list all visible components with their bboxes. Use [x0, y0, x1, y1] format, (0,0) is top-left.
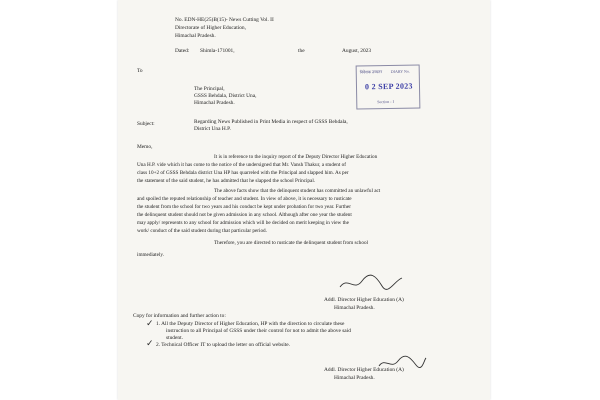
reference-number: No. EDN-HE(25)B(15)- News Cutting Vol. II [175, 17, 274, 23]
body-line: the delinquent student should not be given admission in any school. Although after one year the student [137, 212, 352, 218]
body-line: It is in reference to the inquiry report of the Deputy Director Higher Education [214, 154, 378, 160]
body-line: the statement of the said student, he has admitted that he slapped the school Principal. [137, 178, 316, 184]
letter-page [118, 0, 490, 400]
body-line: Una H.P. vide which it has come to the notice of the undersigned that Mr. Vansh Thakur, a student of [137, 162, 346, 168]
recipient-line: GSSS Behdala, District Una, [194, 93, 257, 99]
copy-to-label: Copy for information and further action to: [133, 313, 226, 319]
receipt-stamp [356, 64, 421, 109]
recipient-line: Himachal Pradesh. [194, 100, 235, 106]
dated-label: Dated: [175, 48, 190, 54]
body-line: may apply/ represents to any school for admission which will be decided on merit keeping in view the [137, 220, 349, 226]
subject-line: District Una H.P. [194, 126, 231, 132]
stamp-line: निदेशक उच्चतर [359, 69, 383, 75]
dated-the: the [298, 48, 305, 54]
dated-month: August, 2023 [342, 48, 372, 54]
signatory-title: Addl. Director Higher Education (A) [324, 297, 404, 303]
directorate-state: Himachal Pradesh. [175, 33, 216, 39]
stamp-date: 0 2 SEP 2023 [364, 81, 413, 92]
body-line: work/ conduct of the said student during that particular period. [137, 228, 267, 234]
signature-1 [336, 272, 406, 294]
copy-item-1: 1. All the Deputy Director of Higher Education, HP with the direction to circulate these [156, 321, 345, 327]
directorate-name: Directorate of Higher Education, [175, 25, 246, 31]
memo-salutation: Memo, [137, 144, 153, 150]
checkmark-icon: ✓ [146, 318, 154, 328]
copy-item-2: 2. Technical Officer IT to upload the letter on official website. [156, 342, 290, 348]
stamp-line: Section - I [377, 98, 394, 105]
checkmark-icon: ✓ [146, 338, 154, 348]
body-line: the student from the school for two years and his conduct be kept under probation for two year. Further [137, 204, 351, 210]
copy-item-1-cont: student. [166, 335, 183, 341]
body-line: The above facts show that the delinquent student has committed an unlawful act [214, 188, 381, 194]
stamp-line: DIARY No. [390, 68, 410, 74]
body-line: class 10+2 of GSSS Behdala district Una HP has quarreled with the Principal and slapped him. As per [137, 170, 349, 176]
body-line: Therefore, you are directed to rusticate the delinquent student from school [214, 240, 368, 246]
recipient-line: The Principal, [194, 86, 225, 92]
body-line: and spoiled the reputed relationship of teacher and student. In view of above, it is necessary to rusticate [137, 196, 352, 202]
subject-line: Regarding News Published in Print Media in respect of GSSS Behdala, [194, 119, 348, 125]
signatory-title: Addl. Director Higher Education (A) [324, 367, 404, 373]
body-line: immediately. [137, 252, 164, 258]
signatory-state: Himachal Pradesh. [334, 375, 375, 381]
dated-place: Shimla-171001, [200, 48, 235, 54]
signatory-state: Himachal Pradesh. [334, 305, 375, 311]
to-label: To [137, 68, 143, 74]
subject-label: Subject: [137, 121, 155, 127]
copy-item-1-cont: instruction to all Principal of GSSS under their control for not to admit the above said [166, 328, 351, 334]
